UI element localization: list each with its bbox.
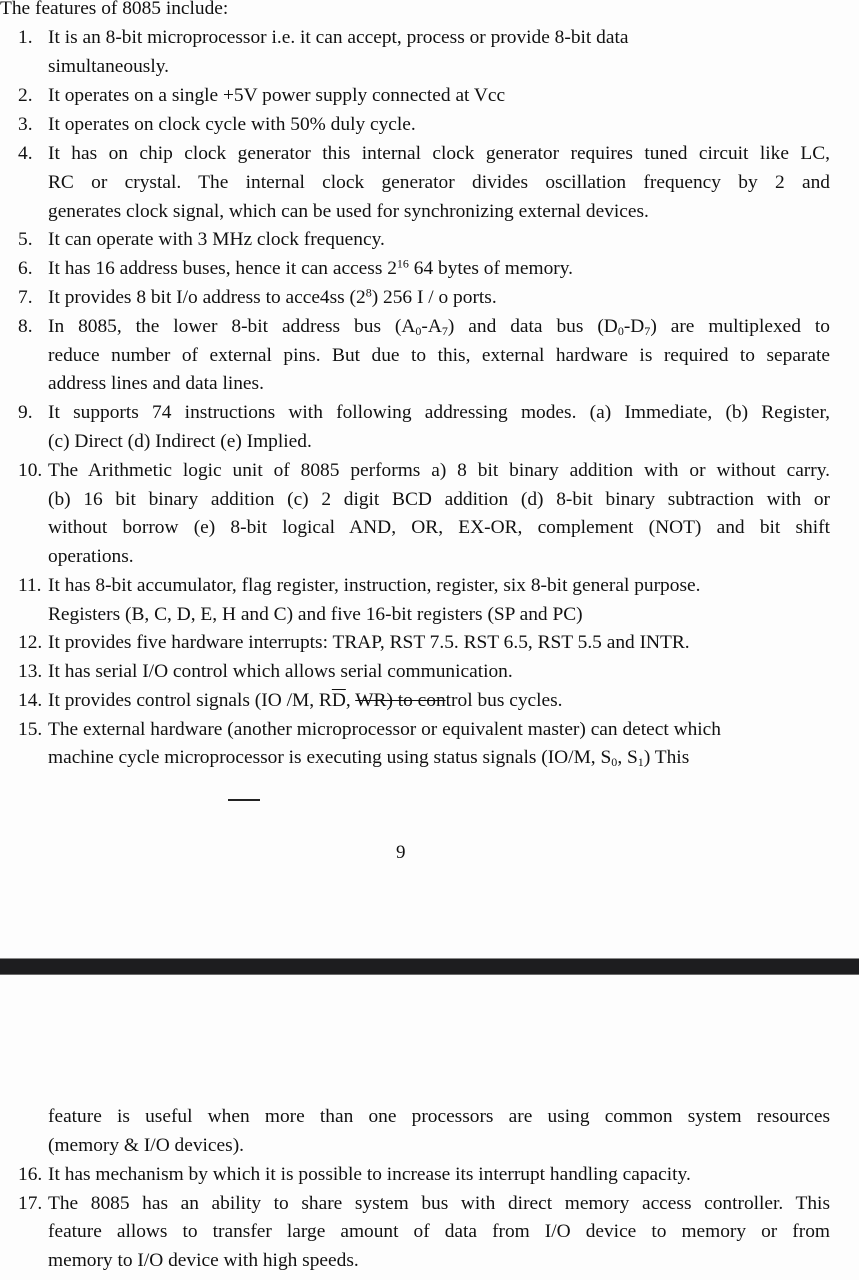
superscript: 16 xyxy=(396,256,409,271)
heading: The features of 8085 include: xyxy=(0,0,229,19)
text: 64 bytes of memory. xyxy=(408,258,574,279)
text: , S xyxy=(617,747,638,768)
text: ) are multiplexed to xyxy=(650,316,830,337)
page-9: The features of 8085 include: 1. It is an 8-bit microprocessor i.e. it can accept, process or provide 8-bit data simultaneously. 2. It operates on a single +5V power supply connected at Vcc 3. It operates on clock cycle with 50% duly cycle. 4. It has on chip clock generator this internal clock generator requires tuned circuit like LC, RC or crystal. The internal clock generator divides oscillation frequency by 2 and generates clock signal, which can be used for synchronizing external devices. 5. It can operate with 3 MHz clock frequency. 6. It has 16 address buses, hence it can access $2^{16}$ 64 bytes of memory. 7. It provides 8 bit I/o address to acce4ss $(2^8)$ 256 I / o ports. 8. In 8085, the lower 8-bit address bus $(A_0-A_7)$ and data bus $(D_0-D_7)$ are multiplexed to reduce number of external pins. But due to this, external hardware is required to separate address lines and data lines. 9. It supports 74 instructions with following addressing modes. (a) Immediate, (b) Register, (c) Direct (d) Indirect (e) Implied. 10. The Arithmetic logic unit of 8085 performs a) 8 bit binary addition with or without carry. (b) 16 bit binary addition (c) 2 digit BCD addition (d) 8-bit binary subtraction with or without borrow (e) 8-bit logical AND, OR, EX-OR, complement (NOT) and bit shift operations. 11. It has 8-bit accumulator, flag register, instruction, register, six 8-bit general purpose. Registers (B, C, D, E, H and C) and five 16-bit registers (SP and PC) 12. It provides five hardware interrupts: TRAP, RST 7.5. RST 6.5, RST 5.5 and INTR. 13. It has serial I/O control which allows serial communication. 14. It provides control signals (IO /M, $R\overline{D}$, WR) to control bus cycles. 15. The external hardware (another microprocessor or equivalent master) can detect which machine cycle microprocessor is executing using status signals (IO/M, $S_0$, $S_1$) This 9 xyxy=(0,0,859,958)
overline-mark xyxy=(228,799,260,801)
text: ) and data bus (D xyxy=(447,316,618,337)
text: ) This xyxy=(643,747,690,768)
text: It has 16 address buses, hence it can access 2 xyxy=(48,258,397,279)
text: -A xyxy=(421,316,442,337)
subscript: 0 xyxy=(415,324,422,338)
superscript: 8 xyxy=(365,285,372,300)
text: It provides control signals (IO /M, R xyxy=(48,690,332,711)
subscript: 0 xyxy=(617,324,624,338)
text: , xyxy=(345,690,356,711)
strikethrough-text: WR) to con xyxy=(355,690,446,711)
overline-text: $\overline{D}$ xyxy=(331,690,346,711)
page-10: feature is useful when more than one processors are using common system resources (memory & I/O devices). 16. It has mechanism by which it is possible to increase its interrupt handling capacity. 17. The 8085 has an ability to share system bus with direct memory access controller. This feature allows to transfer large amount of data from I/O device to memory or from memory to I/O device with high speeds. xyxy=(0,975,859,1280)
text xyxy=(48,312,830,341)
text xyxy=(48,686,563,715)
text xyxy=(48,743,689,772)
subscript: 0 xyxy=(611,755,618,769)
text: -D xyxy=(623,316,645,337)
text: In 8085, the lower 8-bit address bus (A xyxy=(48,316,416,337)
subscript: 1 xyxy=(637,755,644,769)
text: It provides 8 bit I/o address to acce4ss (2 xyxy=(48,287,366,308)
subscript: 7 xyxy=(644,324,651,338)
text: ) 256 I / o ports. xyxy=(371,287,497,308)
page-divider xyxy=(0,958,859,975)
subscript: 7 xyxy=(441,324,448,338)
text: trol bus cycles. xyxy=(445,690,563,711)
page-number: 9 xyxy=(396,842,406,863)
text: machine cycle microprocessor is executing using status signals (IO/M, S xyxy=(48,747,612,768)
